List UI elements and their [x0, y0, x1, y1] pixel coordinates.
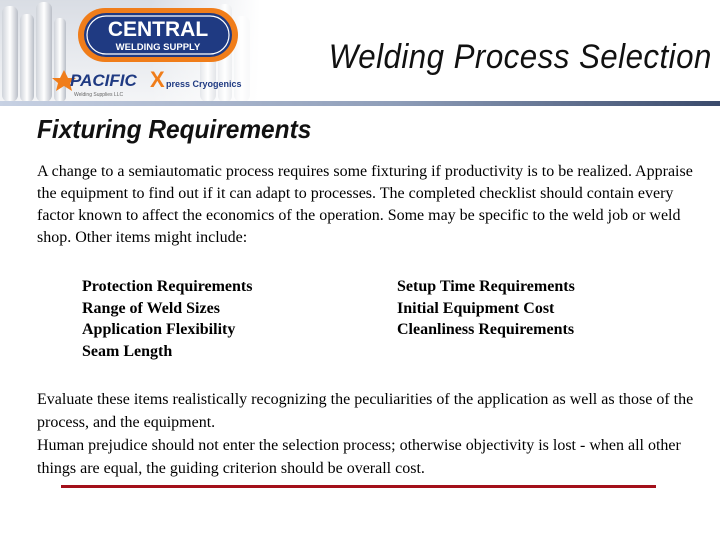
pacific-subtext: Welding Supplies LLC [74, 92, 124, 98]
list-item: Cleanliness Requirements [397, 321, 575, 339]
requirements-list-left [82, 276, 372, 362]
list-item: Seam Length [82, 342, 173, 360]
pacific-logo-text: PACIFIC [70, 71, 137, 90]
list-item: Setup Time Requirements [397, 278, 575, 295]
footer-divider [61, 485, 656, 488]
requirements-list-right [397, 276, 697, 341]
header-banner [0, 0, 720, 106]
xpress-logo-text: press Cryogenics [166, 79, 242, 89]
list-item: Application Flexibility [82, 321, 236, 339]
central-logo-text: CENTRAL [107, 18, 209, 41]
company-logos-banner [0, 0, 260, 106]
list-item: Range of Weld Sizes [82, 299, 220, 317]
intro-paragraph: A change to a semiautomatic process requires some fixturing if productivity is to be realized. Appraise the equipment to find out if it can adapt to processes. The completed checklist should contain every factor known to affect the economics of the operation. Some may be specific to the weld job or weld shop. Other items might include: [37, 163, 693, 246]
list-item: Protection Requirements [82, 278, 253, 295]
list-item: Initial Equipment Cost [397, 299, 555, 317]
xpress-x-mark: X [150, 67, 165, 92]
evaluation-paragraph: Evaluate these items realistically recognizing the peculiarities of the application as well as those of the process, and the equipment. [37, 391, 694, 431]
prejudice-paragraph: Human prejudice should not enter the selection process; otherwise objectivity is lost - when all other things are equal, the guiding criterion should be overall cost. [37, 437, 681, 477]
central-welding-supply-logo [78, 8, 238, 62]
slide-title: Welding Process Selection [328, 38, 712, 76]
welding-supply-logo-text: WELDING SUPPLY [115, 42, 201, 53]
header-divider [0, 101, 720, 106]
section-heading: Fixturing Requirements [37, 114, 312, 144]
